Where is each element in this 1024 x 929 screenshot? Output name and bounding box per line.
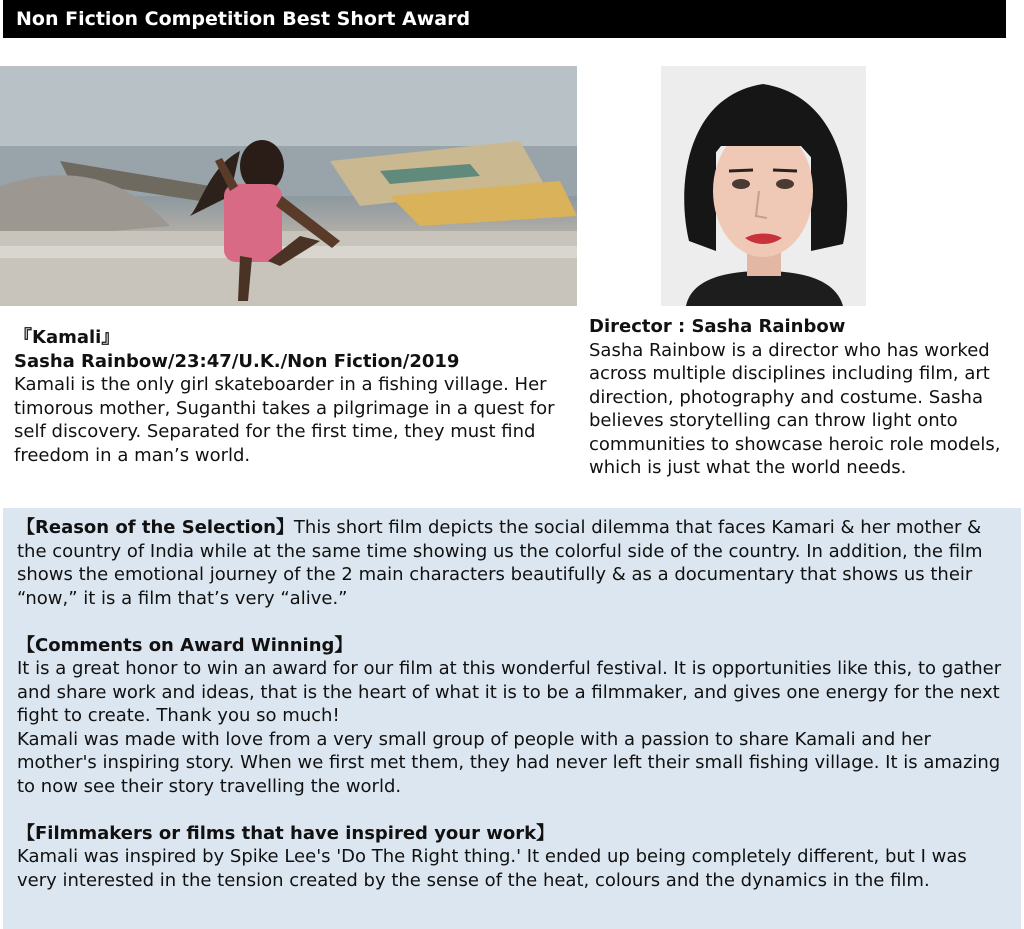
director-info	[589, 315, 1014, 480]
film-info	[14, 326, 574, 467]
director-portrait	[661, 66, 866, 306]
reason-text: This short film depicts the social dilemma that faces Kamari & her mother & the country of India while at the same time showing us the colorful side of the country. In addition, the film shows the emotional journey of the 2 main characters beautifully & as a documentary that shows us their “now,” it is a film that’s very “alive.”	[17, 517, 983, 609]
film-still-image	[0, 66, 577, 306]
reason-heading: 【Reason of the Selection】	[17, 517, 294, 538]
comments-heading: 【Comments on Award Winning】	[17, 634, 353, 656]
film-still-illustration	[0, 66, 577, 306]
page-title: Non Fiction Competition Best Short Award	[3, 0, 1006, 38]
director-bio: Sasha Rainbow is a director who has worked across multiple disciplines including film, art direction, photography and costume. Sasha believes storytelling can throw light onto communities to showcase heroic role models, which is just what the world needs.	[589, 339, 1001, 478]
director-heading: Director : Sasha Rainbow	[589, 316, 846, 337]
inspiration-text: Kamali was inspired by Spike Lee's 'Do The Right thing.' It ended up being completely different, but I was very interested in the tension created by the sense of the heat, colours and the dynamics in the film.	[17, 846, 967, 891]
comments-paragraph-2: Kamali was made with love from a very small group of people with a passion to share Kamali and her mother's inspiring story. When we first met them, they had never left their small fishing village. It is amazing to now see their story travelling the world.	[17, 728, 1001, 797]
director-portrait-illustration	[661, 66, 866, 306]
award-details-panel	[3, 508, 1021, 929]
reason-section	[17, 516, 1011, 610]
comments-paragraph-1: It is a great honor to win an award for our film at this wonderful festival. It is opportunities like this, to gather and share work and ideas, that is the heart of what it is to be a filmmaker, and gives one energy for the next fight to create. Thank you so much!	[17, 658, 1002, 726]
film-synopsis: Kamali is the only girl skateboarder in a fishing village. Her timorous mother, Suganthi takes a pilgrimage in a quest for self discovery. Separated for the first time, they must find freedom in a man’s world.	[14, 374, 555, 466]
film-title: 『Kamali』	[14, 327, 120, 348]
film-credits: Sasha Rainbow/23:47/U.K./Non Fiction/2019	[14, 350, 460, 372]
inspiration-heading: 【Filmmakers or films that have inspired your work】	[17, 822, 555, 844]
